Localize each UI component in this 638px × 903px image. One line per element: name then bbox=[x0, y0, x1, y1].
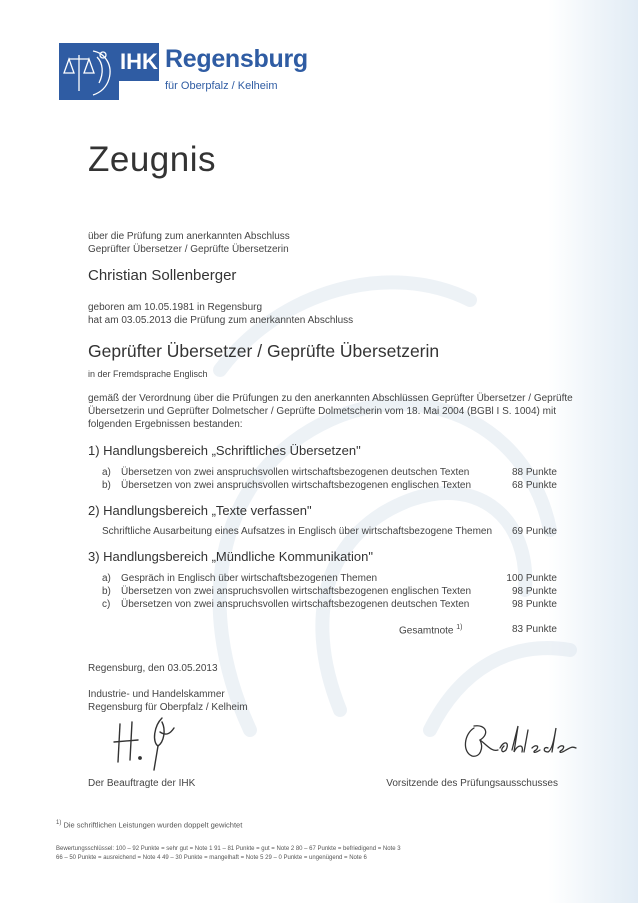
item-text: Übersetzen von zwei anspruchsvollen wirtschaftsbezogenen englischen Texten bbox=[121, 586, 472, 597]
item-letter: a) bbox=[102, 573, 111, 584]
language-line: in der Fremdsprache Englisch bbox=[88, 369, 208, 379]
item-letter: b) bbox=[102, 480, 111, 491]
item-text: Übersetzen von zwei anspruchsvollen wirtschaftsbezogenen deutschen Texten bbox=[121, 467, 470, 478]
item-points: 100 Punkte bbox=[506, 573, 557, 584]
section-heading: 1) Handlungsbereich „Schriftliches Übersetzen" bbox=[88, 443, 361, 458]
chamber-line-1: Industrie- und Handelskammer bbox=[88, 689, 225, 700]
candidate-born: geboren am 10.05.1981 in Regensburg bbox=[88, 302, 263, 313]
regulation-line-1: gemäß der Verordnung über die Prüfungen zu den anerkannten Abschlüssen Geprüfter Übersetzer / Geprüfte bbox=[88, 393, 573, 404]
candidate-name: Christian Sollenberger bbox=[88, 267, 237, 284]
intro-line-1: über die Prüfung zum anerkannten Abschluss bbox=[88, 231, 290, 242]
degree-title: Geprüfter Übersetzer / Geprüfte Übersetzerin bbox=[88, 341, 440, 361]
item-letter: a) bbox=[102, 467, 111, 478]
footnote: $^{1)}$ Die schriftlichen Leistungen wurden doppelt gewichtet bbox=[56, 820, 243, 830]
candidate-passed: hat am 03.05.2013 die Prüfung zum anerkannten Abschluss bbox=[88, 315, 354, 326]
logo-city: Regensburg bbox=[165, 45, 308, 73]
right-signature bbox=[460, 720, 580, 765]
scales-icon bbox=[59, 43, 119, 100]
regulation-line-2: Übersetzerin und Geprüfter Dolmetscher / Geprüfte Dolmetscherin vom 18. Mai 2004 (BGBl I S. 1004) mit bbox=[88, 406, 556, 417]
place-date: Regensburg, den 03.05.2013 bbox=[88, 663, 218, 674]
grading-key-line-2: 66 – 50 Punkte = ausreichend = Note 4 49 – 30 Punkte = mangelhaft = Note 5 29 – 0 Punkte = ungenügend = Note 6 bbox=[56, 855, 367, 861]
intro-line-2: Geprüfter Übersetzer / Geprüfte Übersetzerin bbox=[88, 244, 289, 255]
grading-key-line-1: Bewertungsschlüssel: 100 – 92 Punkte = sehr gut = Note 1 91 – 81 Punkte = gut = Note 2 80 – 67 Punkte = befriedigend = Note 3 bbox=[56, 846, 401, 852]
item-text: Gespräch in Englisch über wirtschaftsbezogenen Themen bbox=[121, 573, 378, 584]
left-signature-label: Der Beauftragte der IHK bbox=[88, 778, 196, 789]
item-text: Übersetzen von zwei anspruchsvollen wirtschaftsbezogenen englischen Texten bbox=[121, 480, 472, 491]
item-text: Übersetzen von zwei anspruchsvollen wirtschaftsbezogenen deutschen Texten bbox=[121, 599, 470, 610]
logo-ihk: IHK bbox=[119, 43, 159, 81]
total-points: 83 Punkte bbox=[511, 624, 557, 635]
item-points: 68 Punkte bbox=[511, 480, 557, 491]
chamber-line-2: Regensburg für Oberpfalz / Kelheim bbox=[88, 702, 248, 713]
item-letter: c) bbox=[102, 599, 111, 610]
document-title: Zeugnis bbox=[88, 140, 217, 179]
item-letter: b) bbox=[102, 586, 111, 597]
item-points: 98 Punkte bbox=[511, 586, 557, 597]
left-signature bbox=[110, 712, 205, 772]
item-text: Schriftliche Ausarbeitung eines Aufsatzes in Englisch über wirtschaftsbezogene Themen bbox=[102, 526, 493, 537]
item-points: 98 Punkte bbox=[511, 599, 557, 610]
section-heading: 3) Handlungsbereich „Mündliche Kommunikation" bbox=[88, 549, 373, 564]
item-points: 69 Punkte bbox=[511, 526, 557, 537]
regulation-line-3: folgenden Ergebnissen bestanden: bbox=[88, 419, 243, 430]
item-points: 88 Punkte bbox=[511, 467, 557, 478]
total-label: Gesamtnote $^{1)}$ bbox=[399, 624, 463, 637]
section-heading: 2) Handlungsbereich „Texte verfassen" bbox=[88, 503, 312, 518]
logo-emblem bbox=[59, 43, 119, 100]
right-signature-label: Vorsitzende des Prüfungsausschusses bbox=[386, 778, 558, 789]
logo-subtitle: für Oberpfalz / Kelheim bbox=[165, 80, 278, 92]
